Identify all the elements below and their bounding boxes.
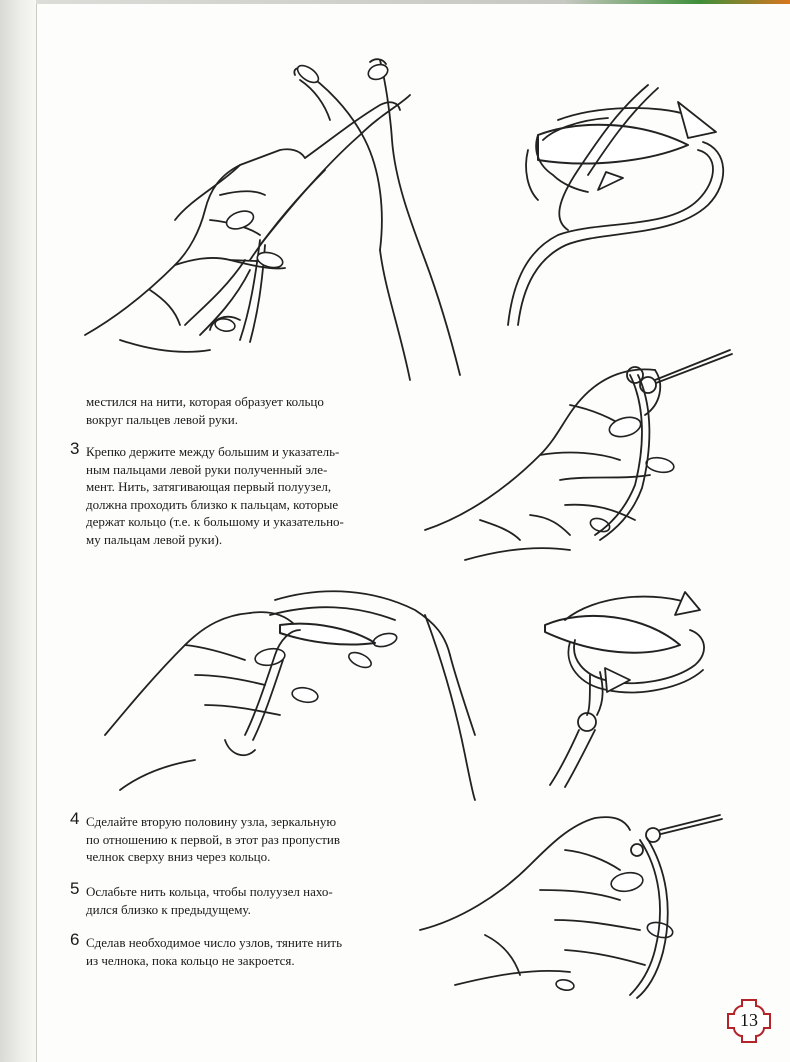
step-line: дился близко к предыдущему. xyxy=(86,901,251,917)
step-line: Сделав необходимое число узлов, тяните нить xyxy=(86,935,343,950)
step-line: держат кольцо (т.е. к большому и указательно- xyxy=(86,514,344,529)
intro-line: местился на нити, которая образует кольцо xyxy=(86,394,324,409)
step-6 xyxy=(70,930,343,969)
step-3 xyxy=(70,439,344,548)
step-line: Крепко держите между большим и указатель- xyxy=(86,444,340,459)
step-line: ным пальцами левой руки полученный эле- xyxy=(86,461,328,477)
step-line: мент. Нить, затягивающая первый полуузел, xyxy=(86,479,332,494)
step-5 xyxy=(70,879,333,918)
step-line: должна проходить близко к пальцам, которые xyxy=(86,496,339,512)
step-number: 4 xyxy=(70,809,80,828)
illustration-hands-ring-1 xyxy=(80,50,480,390)
step-line: Сделайте вторую половину узла, зеркальную xyxy=(86,814,337,829)
illustration-hand-close-ring-4 xyxy=(415,810,735,1000)
intro-line: вокруг пальцев левой руки. xyxy=(86,411,239,427)
illustration-hands-shuttle-3 xyxy=(95,575,495,800)
step-line: челнок сверху вниз через кольцо. xyxy=(86,849,271,864)
diagram-shuttle-arrow-1 xyxy=(498,80,738,330)
page-number: 13 xyxy=(740,1010,758,1030)
step-line: му пальцам левой руки). xyxy=(86,531,223,547)
intro-paragraph xyxy=(86,393,324,428)
step-line: по отношению к первой, в этот раз пропустив xyxy=(86,831,340,847)
step-number: 5 xyxy=(70,879,80,898)
book-gutter xyxy=(0,0,37,1062)
step-4 xyxy=(70,809,340,866)
step-number: 3 xyxy=(70,439,80,458)
step-line: из челнока, пока кольцо не закроется. xyxy=(86,952,295,968)
step-line: Ослабьте нить кольца, чтобы полуузел нахо- xyxy=(86,884,333,899)
step-number: 6 xyxy=(70,930,80,949)
diagram-shuttle-arrow-2 xyxy=(535,580,735,790)
page-top-edge xyxy=(36,0,790,4)
page-number-badge xyxy=(726,998,772,1044)
illustration-hand-knot-2 xyxy=(420,345,740,570)
